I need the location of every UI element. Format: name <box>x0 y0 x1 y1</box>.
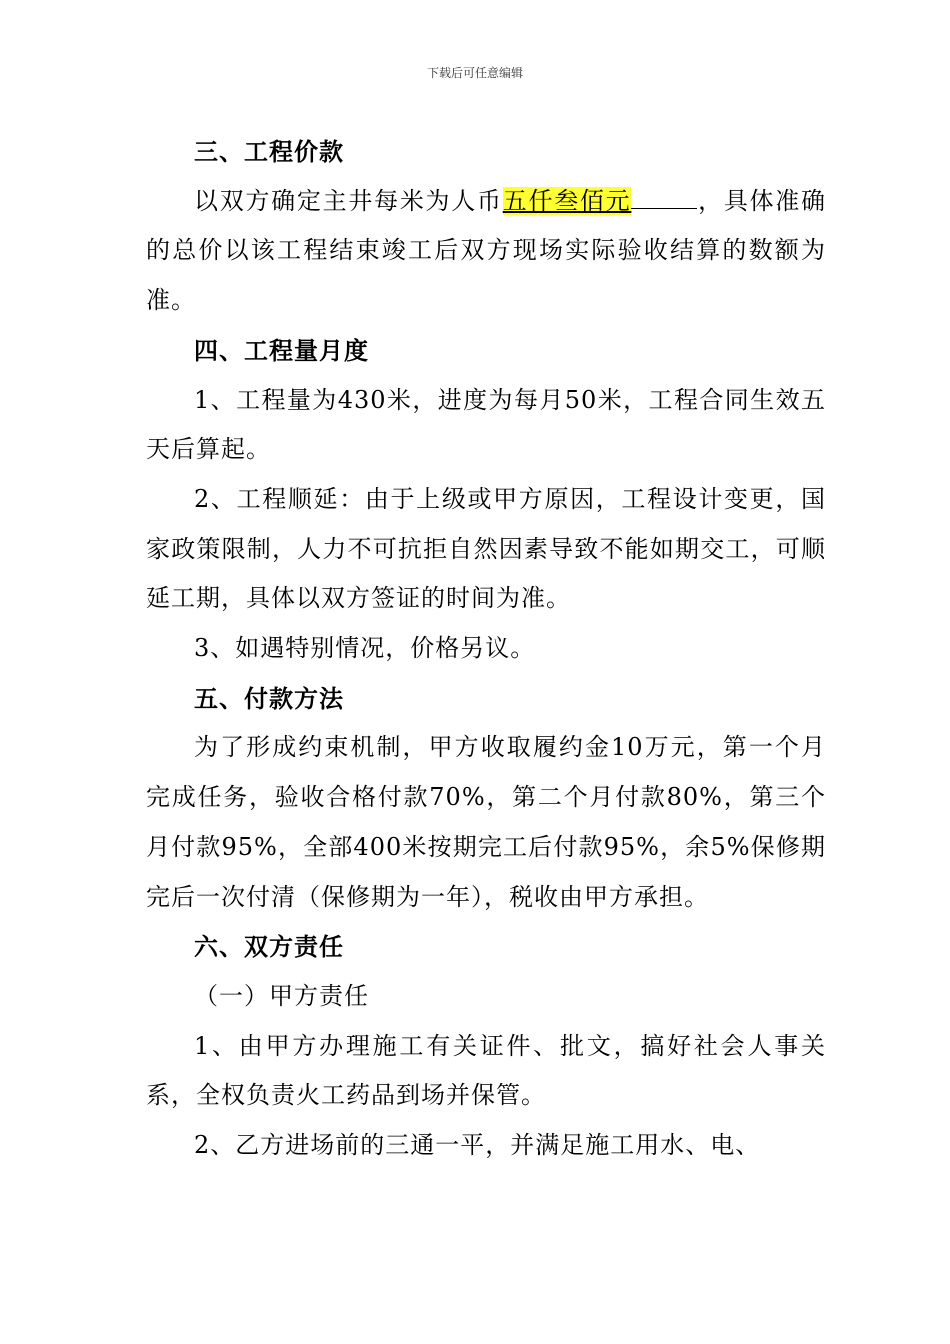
page-header-note: 下载后可任意编辑 <box>426 66 523 80</box>
section-4-item-1: 1、工程量为430米，进度为每月50米，工程合同生效五天后算起。 <box>146 385 826 464</box>
section-6-title: 六、双方责任 <box>194 932 344 962</box>
price-blank-line <box>631 190 697 209</box>
section-6-item-1: 1、由甲方办理施工有关证件、批文，搞好社会人事关系，全权负责火工药品到场并保管。 <box>146 1031 826 1110</box>
section-5-title: 五、付款方法 <box>194 683 344 713</box>
section-3-paragraph <box>146 177 826 326</box>
section-4-item-2: 2、工程顺延：由于上级或甲方原因，工程设计变更，国家政策限制，人力不可抗拒自然因素导致不能如期交工，可顺延工期，具体以双方签证的时间为准。 <box>146 484 826 613</box>
price-highlight: 五仟叁佰元 <box>502 186 632 215</box>
section-3-title: 三、工程价款 <box>194 137 344 166</box>
section-5-paragraph: 为了形成约束机制，甲方收取履约金10万元，第一个月完成任务，验收合格付款70%，第二个月付款80%，第三个月付款95%，全部400米按期完工后付款95%，余5%保修期完后一次付清（保修期为一年），税收由甲方承担。 <box>146 733 826 911</box>
section-6-item-2: 2、乙方进场前的三通一平，并满足施工用水、电、 <box>194 1131 761 1160</box>
section-4-title: 四、工程量月度 <box>194 335 369 365</box>
price-text-after: ，具体准确的总价以该工程结束竣工后双方现场实际验收结算的数额为准。 <box>146 186 827 315</box>
section-4-item-3: 3、如遇特别情况，价格另议。 <box>194 634 536 663</box>
section-6-subtitle: （一）甲方责任 <box>194 981 369 1010</box>
price-text-before: 以双方确定主井每米为人币 <box>194 186 503 215</box>
document-body <box>146 127 826 1171</box>
